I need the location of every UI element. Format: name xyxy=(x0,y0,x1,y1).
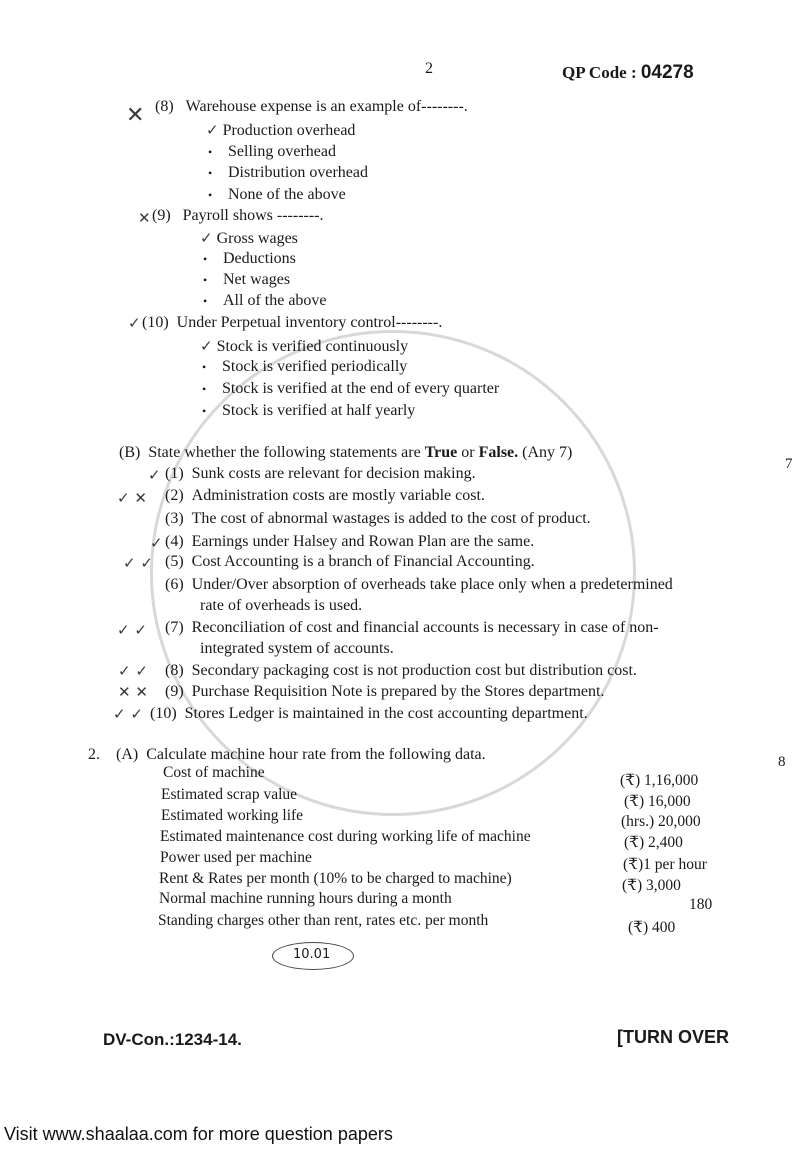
table-row-value: (hrs.) 20,000 xyxy=(621,813,701,830)
table-row-value: (₹) 3,000 xyxy=(622,877,681,894)
visit-banner: Visit www.shaalaa.com for more question papers xyxy=(4,1124,393,1144)
section-b-heading: (B) State whether the following statements are True or False. (Any 7) xyxy=(119,444,573,461)
marks-section-b: 7 xyxy=(785,456,793,472)
table-row-value: (₹) 16,000 xyxy=(624,793,691,810)
mcq-option: • All of the above xyxy=(203,292,327,310)
table-row-value: 180 xyxy=(689,896,713,913)
cross-mark-icon: ✕ xyxy=(126,103,145,128)
check-mark-icon: ✓ ✓ xyxy=(113,705,143,723)
mcq-option: • Stock is verified at the end of every quarter xyxy=(202,380,499,398)
table-row-value: (₹) 400 xyxy=(628,919,676,936)
table-row-label: Power used per machine xyxy=(160,849,312,866)
mcq-number: (9) xyxy=(152,207,171,224)
mcq-option: ✓ Stock is verified continuously xyxy=(200,337,409,355)
mcq-option: • Net wages xyxy=(203,271,290,289)
mcq-option: • Stock is verified periodically xyxy=(202,358,407,376)
mcq-option: • None of the above xyxy=(208,186,346,204)
check-mark-icon: ✓ ✕ xyxy=(117,489,147,507)
check-mark-icon: ✓ xyxy=(150,534,163,552)
statement-7: (7) Reconciliation of cost and financial accounts is necessary in case of non- xyxy=(165,619,659,636)
table-row-label: Estimated maintenance cost during working life of machine xyxy=(160,828,531,845)
mcq-number: (10) xyxy=(142,314,169,331)
table-row-value: (₹) 2,400 xyxy=(624,834,683,851)
mcq-9 xyxy=(152,207,324,225)
statement-8: (8) Secondary packaging cost is not production cost but distribution cost. xyxy=(165,662,637,679)
footer-code: DV-Con.:1234-14. xyxy=(103,1030,242,1049)
mcq-question: Payroll shows --------. xyxy=(182,207,324,224)
statement-1: (1) Sunk costs are relevant for decision making. xyxy=(165,465,476,482)
table-row-label: Normal machine running hours during a month xyxy=(159,890,452,907)
mcq-question: Warehouse expense is an example of--------. xyxy=(185,98,468,115)
qp-code-value: 04278 xyxy=(640,62,694,83)
mcq-option: ✓ Gross wages xyxy=(200,229,298,247)
check-mark-icon: ✓ xyxy=(200,337,213,355)
qp-code xyxy=(562,62,694,84)
statement-9: (9) Purchase Requisition Note is prepared by the Stores department. xyxy=(165,683,605,700)
handwritten-note: 10.01 xyxy=(272,942,354,970)
check-mark-icon: ✓ ✓ xyxy=(123,554,153,572)
page-number: 2 xyxy=(425,60,433,77)
qp-code-label: QP Code : xyxy=(562,63,637,82)
table-row-label: Estimated working life xyxy=(161,807,304,824)
mcq-option: • Stock is verified at half yearly xyxy=(202,402,415,420)
table-row-value: (₹)1 per hour xyxy=(623,856,707,873)
cross-mark-icon: ✕ xyxy=(138,209,151,227)
cross-mark-icon: ✕ ✕ xyxy=(118,683,148,701)
mcq-8 xyxy=(155,98,468,116)
mcq-option: • Selling overhead xyxy=(208,143,336,161)
statement-10: (10) Stores Ledger is maintained in the cost accounting department. xyxy=(150,705,588,722)
table-row-label: Estimated scrap value xyxy=(161,786,298,803)
mcq-option: • Distribution overhead xyxy=(208,164,368,182)
statement-5: (5) Cost Accounting is a branch of Financial Accounting. xyxy=(165,553,535,570)
statement-3: (3) The cost of abnormal wastages is added to the cost of product. xyxy=(165,510,591,527)
statement-6: (6) Under/Over absorption of overheads take place only when a predetermined xyxy=(165,576,673,593)
statement-2: (2) Administration costs are mostly variable cost. xyxy=(165,487,485,504)
mcq-10 xyxy=(142,314,442,332)
table-row-value: (₹) 1,16,000 xyxy=(620,772,699,789)
check-mark-icon: ✓ xyxy=(206,121,219,139)
table-row-label: Standing charges other than rent, rates etc. per month xyxy=(158,912,489,929)
statement-6-line2: rate of overheads is used. xyxy=(200,597,363,614)
table-row-label: Rent & Rates per month (10% to be charged to machine) xyxy=(159,870,512,887)
check-mark-icon: ✓ ✓ xyxy=(118,662,148,680)
check-mark-icon: ✓ xyxy=(200,229,213,247)
mcq-question: Under Perpetual inventory control--------. xyxy=(176,314,443,331)
table-row-label: Cost of machine xyxy=(163,764,265,781)
question-2-heading: 2. (A) Calculate machine hour rate from the following data. xyxy=(88,746,486,763)
statement-7-line2: integrated system of accounts. xyxy=(200,640,394,657)
check-mark-icon: ✓ xyxy=(148,466,161,484)
mcq-option: • Deductions xyxy=(203,250,296,268)
marks-question-2: 8 xyxy=(778,754,786,770)
statement-4: (4) Earnings under Halsey and Rowan Plan are the same. xyxy=(165,533,535,550)
check-mark-icon: ✓ xyxy=(128,314,141,332)
mcq-option: ✓ Production overhead xyxy=(206,121,356,139)
turn-over: [TURN OVER xyxy=(617,1027,729,1047)
check-mark-icon: ✓ ✓ xyxy=(117,621,147,639)
mcq-number: (8) xyxy=(155,98,174,115)
